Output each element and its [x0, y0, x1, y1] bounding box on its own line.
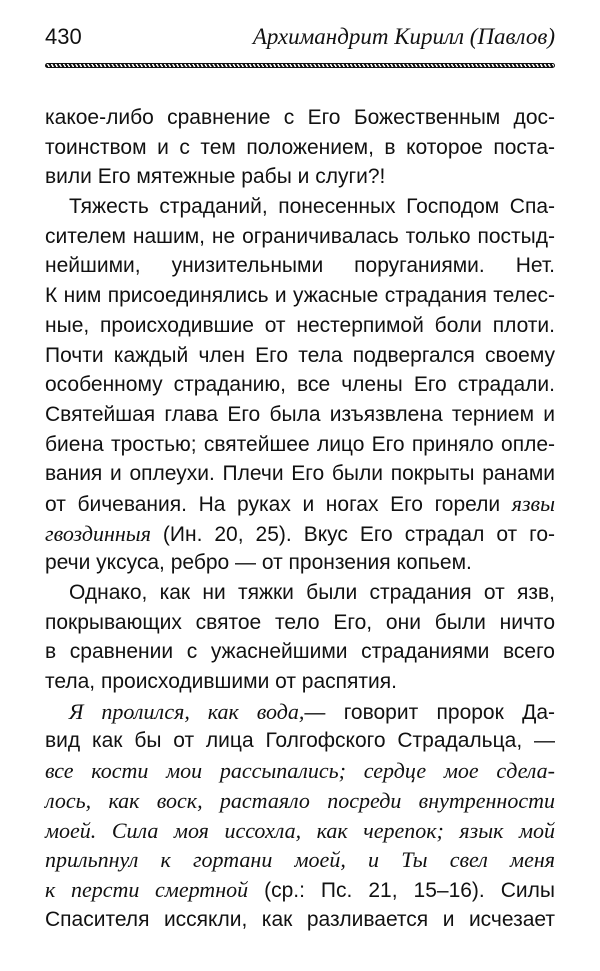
text-line [45, 459, 555, 489]
text-line [45, 905, 555, 935]
text-line [45, 845, 555, 875]
text-segment: вили Его мятежные рабы и слуги?! [45, 165, 386, 189]
text-line [45, 667, 555, 697]
text-segment: нейшими, унизительными поруганиями. Нет. [45, 254, 555, 278]
text-segment: тоинством и с тем положением, в которое поста- [45, 135, 555, 159]
text-line [45, 548, 555, 578]
text-line [45, 370, 555, 400]
text-line [45, 133, 555, 163]
text-line [45, 400, 555, 430]
text-segment: (ср.: Пс. 21, 15–16). Силы [248, 878, 555, 902]
italic-quote-segment: к персти смертной [45, 876, 249, 902]
text-line [45, 489, 555, 519]
text-line [45, 430, 555, 460]
text-line [45, 786, 555, 816]
running-header [45, 24, 555, 54]
text-segment: от бичевания. На руках и ногах Его горели [45, 492, 512, 516]
italic-quote-segment: Я пролился, как вода, [69, 698, 305, 724]
text-segment: сителем нашим, не ограничивалась только постыд- [45, 224, 555, 248]
text-segment: тела, происходившими от распятия. [45, 670, 397, 694]
text-line [45, 222, 555, 252]
text-segment: в сравнении с ужаснейшими страданиями всего [45, 640, 555, 664]
text-line [45, 281, 555, 311]
italic-quote-segment: моей. Сила моя иссохла, как черепок; язык мой [45, 817, 555, 843]
text-segment: Святейшая глава Его была изъязвлена тернием и [45, 402, 555, 426]
running-title: Архимандрит Кирилл (Павлов) [252, 24, 555, 49]
text-segment: Почти каждый член Его тела подвергался своему [45, 343, 555, 367]
text-segment: речи уксуса, ребро — от пронзения копьем. [45, 551, 472, 575]
text-segment: ные, происходившие от нестерпимой боли плоти. [45, 313, 555, 337]
text-segment: Тяжесть страданий, понесенных Господом Спа- [69, 195, 555, 219]
text-segment: Спасителя иссякли, как разливается и исчезает [45, 907, 555, 931]
text-line [45, 341, 555, 371]
body-text [45, 103, 555, 934]
text-line [45, 637, 555, 667]
text-line [45, 608, 555, 638]
text-line [45, 816, 555, 846]
text-segment: К ним присоединялись и ужасные страдания телес- [45, 284, 555, 308]
page-number: 430 [45, 24, 82, 49]
text-line [45, 251, 555, 281]
text-line [45, 578, 555, 608]
text-line [45, 519, 555, 549]
text-segment: вания и оплеухи. Плечи Его были покрыты ранами [45, 462, 555, 486]
header-rule-divider [45, 63, 555, 68]
text-segment: вид как бы от лица Голгофского Страдальца, — [45, 729, 555, 753]
text-line [45, 103, 555, 133]
text-segment: особенному страданию, все члены Его страдали. [45, 373, 555, 397]
text-segment: — говорит пророк Да- [304, 700, 555, 724]
text-segment: (Ин. 20, 25). Вкус Его страдал от го- [150, 522, 555, 546]
text-segment: Однако, как ни тяжки были страдания от язв, [69, 581, 555, 604]
text-line [45, 756, 555, 786]
italic-quote-segment: прильпнул к гортани моей, и Ты свел меня [45, 847, 555, 873]
text-line [45, 311, 555, 341]
italic-quote-segment: гвоздинныя [45, 520, 151, 546]
text-segment: покрывающих святое тело Его, они были ничто [45, 610, 555, 634]
text-segment: биена тростью; святейшее лицо Его приняло опле- [45, 432, 555, 456]
text-line [45, 162, 555, 192]
italic-quote-segment: язвы [511, 490, 555, 516]
text-line [45, 726, 555, 756]
italic-quote-segment: все кости мои рассыпались; сердце мое сдела- [45, 758, 555, 784]
italic-quote-segment: лось, как воск, растаяло посреди внутренности [45, 787, 555, 813]
text-segment: какое-либо сравнение с Его Божественным дос- [45, 106, 555, 129]
text-line [45, 875, 555, 905]
text-line [45, 192, 555, 222]
text-line [45, 697, 555, 727]
